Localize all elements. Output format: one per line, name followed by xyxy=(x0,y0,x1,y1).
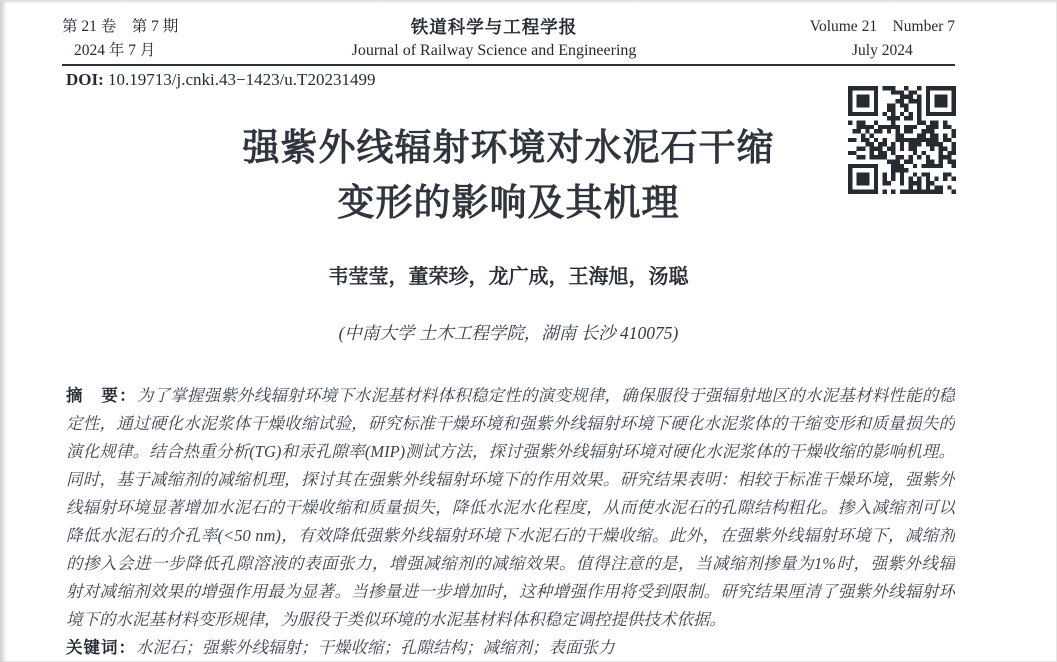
volume-issue-en: Volume 21 Number 7 xyxy=(809,18,955,35)
abstract-label: 摘 要： xyxy=(66,387,137,405)
journal-header xyxy=(62,15,955,63)
abstract-block xyxy=(66,382,955,662)
date-en: July 2024 xyxy=(852,42,913,59)
paper-title xyxy=(62,120,955,230)
doi-line xyxy=(66,70,375,90)
keywords-text: 水泥石；强紫外线辐射；干燥收缩；孔隙结构；减缩剂；表面张力 xyxy=(136,638,615,657)
page-left-edge-shade xyxy=(0,0,7,662)
affiliation: (中南大学 土木工程学院，湖南 长沙 410075) xyxy=(338,323,679,343)
doi-value: 10.19713/j.cnki.43−1423/u.T20231499 xyxy=(108,70,376,89)
keywords-line xyxy=(66,634,955,662)
abstract-line: 的掺入会进一步降低孔隙溶液的表面张力，增强减缩剂的减缩效果。值得注意的是，当减缩剂掺量为1%时，强紫外线辐 xyxy=(66,554,955,573)
abstract-line: 同时，基于减缩剂的减缩机理，探讨其在强紫外线辐射环境下的作用效果。研究结果表明：相较于标准干燥环境，强紫外 xyxy=(66,470,955,489)
abstract-line: 射对减缩剂效果的增强作用最为显著。当掺量进一步增加时，这种增强作用将受到限制。研究结果厘清了强紫外线辐射环 xyxy=(66,582,955,601)
volume-issue-cn: 第 21 卷 第 7 期 xyxy=(62,18,179,35)
abstract-line: 定性，通过硬化水泥浆体干燥收缩试验，研究标准干燥环境和强紫外线辐射环境下硬化水泥浆体的干缩变形和质量损失的 xyxy=(66,414,955,433)
journal-name xyxy=(352,15,637,63)
abstract-line: 演化规律。结合热重分析(TG)和汞孔隙率(MIP)测试方法，探讨强紫外线辐射环境对硬化水泥浆体的干燥收缩的影响机理。 xyxy=(66,442,955,461)
journal-name-cn: 铁道科学与工程学报 xyxy=(410,17,578,37)
date-cn: 2024 年 7 月 xyxy=(74,42,156,59)
paper-title-line1: 强紫外线辐射环境对水泥石干缩 xyxy=(242,127,775,168)
abstract-line: 降低水泥石的介孔率(<50 nm)，有效降低强紫外线辐射环境下水泥石的干燥收缩。此外，在强紫外线辐射环境下，减缩剂 xyxy=(66,526,955,545)
abstract-line: 线辐射环境显著增加水泥石的干燥收缩和质量损失，降低水泥水化程度，从而使水泥石的孔隙结构粗化。掺入减缩剂可以 xyxy=(66,498,955,517)
header-issue-info-en xyxy=(810,15,955,63)
header-divider xyxy=(62,64,955,66)
keywords-label: 关键词： xyxy=(66,639,136,657)
abstract-line-text: 为了掌握强紫外线辐射环境下水泥基材料体积稳定性的演变规律，确保服役于强辐射地区的水泥基材料性能的稳 xyxy=(136,386,955,405)
journal-name-en: Journal of Railway Science and Engineering xyxy=(351,42,637,59)
authors: 韦莹莹，董荣珍，龙广成，王海旭，汤聪 xyxy=(328,266,689,288)
paper-title-line2: 变形的影响及其机理 xyxy=(337,182,680,223)
page-top-edge-shade xyxy=(0,0,1057,4)
doi-label: DOI: xyxy=(66,70,104,89)
header-issue-info-cn xyxy=(62,15,178,63)
abstract-line: 境下的水泥基材料变形规律，为服役于类似环境的水泥基材料体积稳定调控提供技术依据。 xyxy=(66,610,726,629)
abstract-line xyxy=(66,382,955,410)
